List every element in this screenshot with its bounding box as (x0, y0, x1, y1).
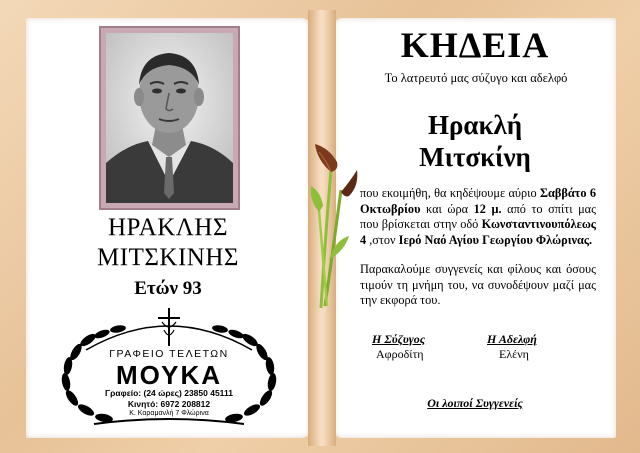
deceased-name-line2: ΜΙΤΣΚΙΝΗΣ (97, 244, 239, 271)
notice-intro: Το λατρευτό μας σύζυγο και αδελφό (384, 71, 568, 85)
funeral-details-start: που εκοιμήθη, θα κηδέψουμε αύριο (360, 186, 540, 200)
other-relatives: Οι λοιποί Συγγενείς (427, 396, 523, 410)
wife-name: Αφροδίτη (376, 347, 424, 361)
funeral-home-mobile-phone: Κινητό: 6972 208812 (127, 399, 211, 409)
funeral-details-paragraph (360, 186, 596, 248)
funeral-date: Σαββάτο 6 Οκτωβρίου (360, 186, 597, 216)
notice-title: ΚΗΔΕΙΑ (400, 25, 550, 65)
funeral-church: Ιερό Ναό Αγίου Γεωργίου Φλώρινας. (398, 232, 593, 247)
portrait-frame (99, 26, 240, 210)
deceased-first-name: Ηρακλή (427, 110, 523, 140)
funeral-home-logo (58, 306, 280, 426)
deceased-last-name: Μιτσκίνη (419, 142, 531, 172)
funeral-home-location-text: από το σπίτι μας που βρίσκεται στην οδό (360, 201, 596, 232)
funeral-street: Κωνσταντινουπόλεως 4 (360, 217, 596, 247)
funeral-home-address: Κ. Καραμανλή 7 Φλώρινα (129, 410, 209, 417)
sister-name: Ελένη (499, 347, 529, 361)
deceased-age: Ετών 93 (134, 278, 202, 299)
funeral-home-subtitle: ΓΡΑΦΕΙΟ ΤΕΛΕΤΩΝ (109, 348, 229, 360)
funeral-time-label: και ώρα (420, 201, 474, 216)
sister-label: Η Αδελφή (487, 332, 537, 346)
portrait-photo (106, 33, 233, 203)
invitation-paragraph: Παρακαλούμε συγγενείς και φίλους και όσους τιμούν τη μνήμη του, να συνοδέψουν μαζί μας την εκφορά του. (360, 262, 596, 308)
funeral-home-brand: ΜΟΥΚΑ (115, 360, 223, 390)
funeral-church-prefix: ,στον (366, 232, 399, 247)
wife-label: Η Σύζυγος (372, 332, 426, 346)
deceased-name-line1: ΗΡΑΚΛΗΣ (107, 214, 229, 241)
funeral-time: 12 μ. (473, 201, 502, 216)
funeral-home-office-phone: Γραφείο: (24 ώρες) 23850 45111 (105, 388, 233, 398)
